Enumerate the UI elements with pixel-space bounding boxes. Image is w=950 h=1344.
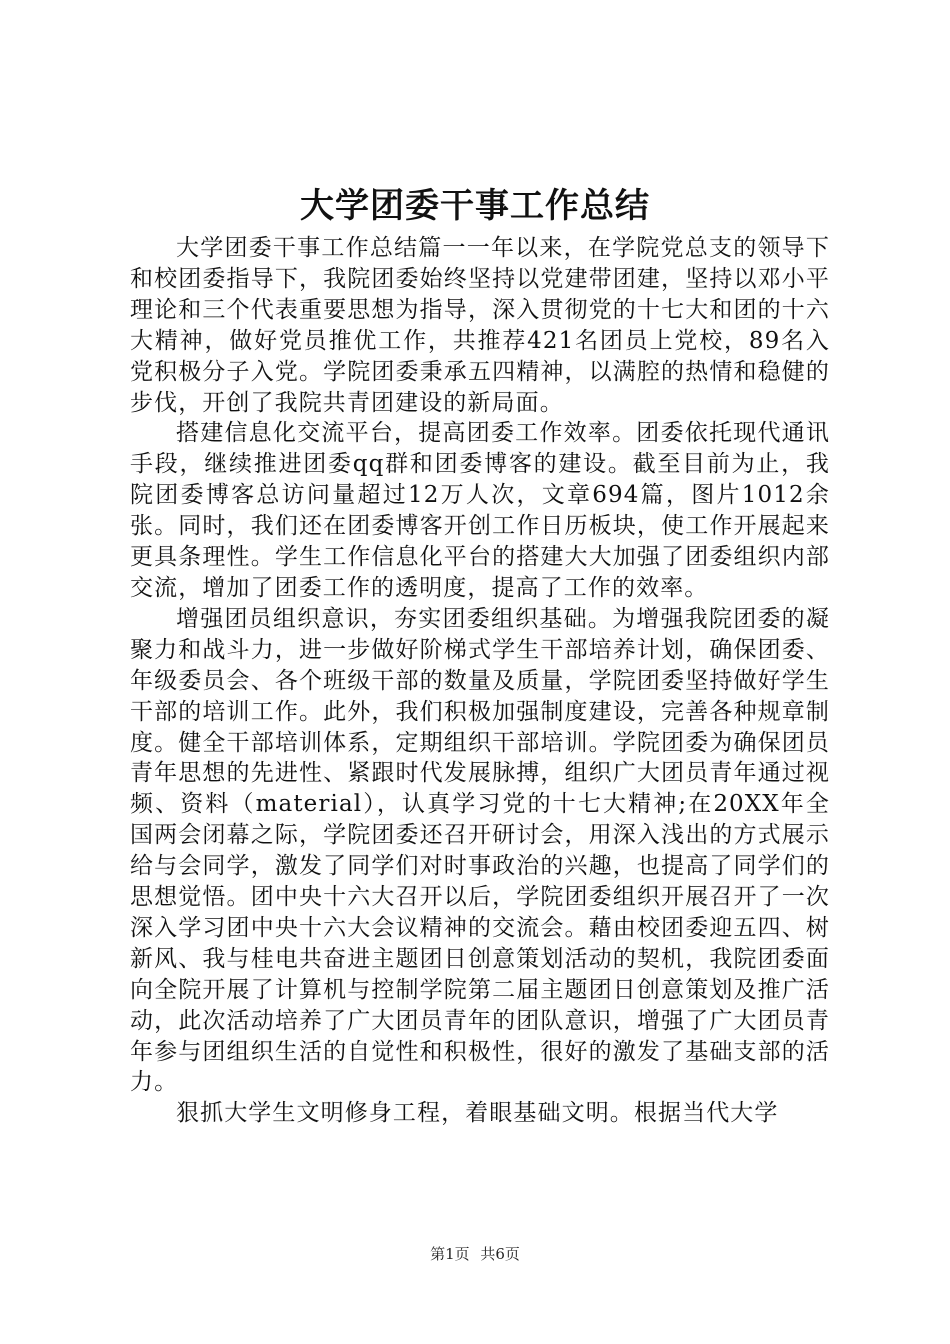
paragraph: 大学团委干事工作总结篇一一年以来，在学院党总支的领导下和校团委指导下，我院团委始终坚持以党建带团建，坚持以邓小平理论和三个代表重要思想为指导，深入贯彻党的十七大和团的十六大精神，做好党员推优工作，共推荐421名团员上党校，89名入党积极分子入党。学院团委秉承五四精神，以满腔的热情和稳健的步伐，开创了我院共青团建设的新局面。 <box>130 235 830 416</box>
paragraph: 狠抓大学生文明修身工程，着眼基础文明。根据当代大学 <box>176 1100 779 1127</box>
page-number: 第1页 <box>430 1245 470 1263</box>
document-body <box>130 233 830 1129</box>
document-title: 大学团委干事工作总结 <box>300 186 650 226</box>
page-total: 共6页 <box>480 1245 520 1263</box>
page-footer <box>0 1244 950 1264</box>
paragraph: 搭建信息化交流平台，提高团委工作效率。团委依托现代通讯手段，继续推进团委qq群和团委博客的建设。截至目前为止，我院团委博客总访问量超过12万人次，文章694篇，图片1012余张。同时，我们还在团委博客开创工作日历板块，使工作开展起来更具条理性。学生工作信息化平台的搭建大大加强了团委组织内部交流，增加了团委工作的透明度，提高了工作的效率。 <box>130 420 830 601</box>
paragraph: 增强团员组织意识，夯实团委组织基础。为增强我院团委的凝聚力和战斗力，进一步做好阶梯式学生干部培养计划，确保团委、年级委员会、各个班级干部的数量及质量，学院团委坚持做好学生干部的培训工作。此外，我们积极加强制度建设，完善各种规章制度。健全干部培训体系，定期组织干部培训。学院团委为确保团员青年思想的先进性、紧跟时代发展脉搏，组织广大团员青年通过视频、资料（material），认真学习党的十七大精神;在20XX年全国两会闭幕之际，学院团委还召开研讨会，用深入浅出的方式展示给与会同学，激发了同学们对时事政治的兴趣，也提高了同学们的思想觉悟。团中央十六大召开以后，学院团委组织开展召开了一次深入学习团中央十六大会议精神的交流会。藉由校团委迎五四、树新风、我与桂电共奋进主题团日创意策划活动的契机，我院团委面向全院开展了计算机与控制学院第二届主题团日创意策划及推广活动，此次活动培养了广大团员青年的团队意识，增强了广大团员青年参与团组织生活的自觉性和积极性，很好的激发了基础支部的活力。 <box>130 605 830 1096</box>
